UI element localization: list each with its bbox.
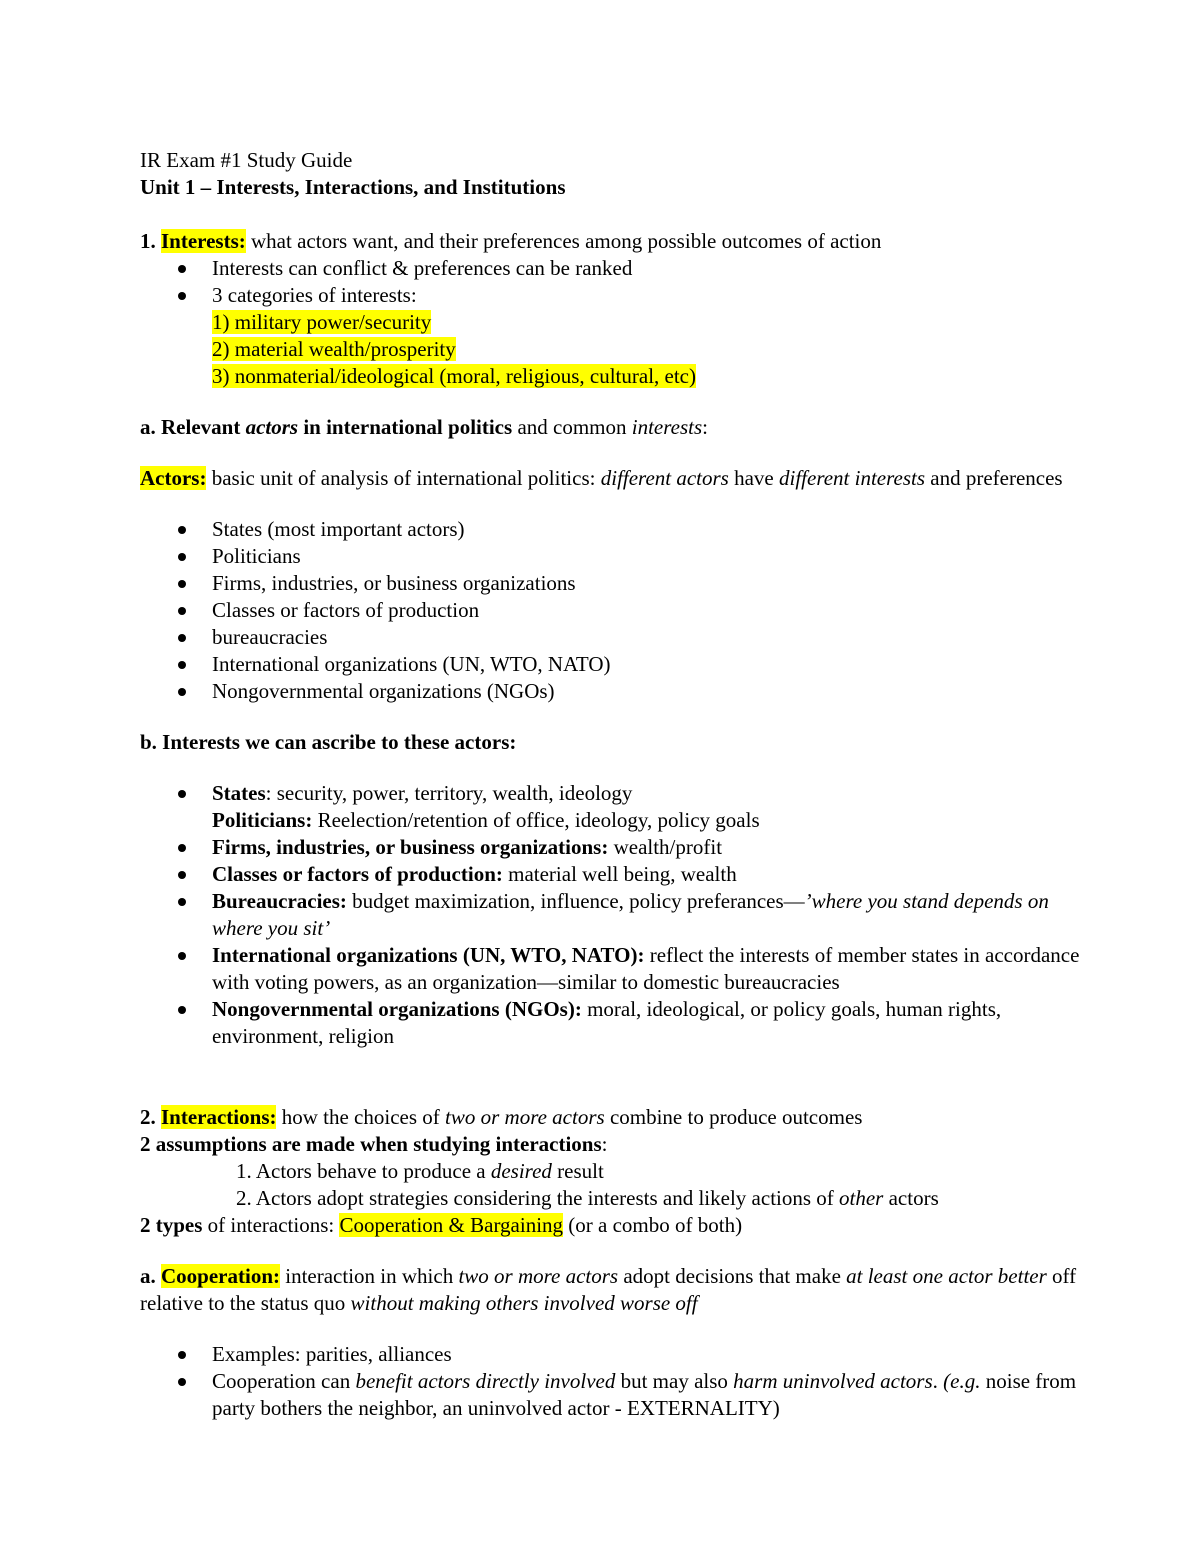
list-item: States (most important actors) <box>140 516 1080 543</box>
assumption-item: 1. Actors behave to produce a desired result <box>236 1159 604 1183</box>
spacer <box>140 756 1080 780</box>
list-item: Nongovernmental organizations (NGOs) <box>140 678 1080 705</box>
cooperation-term: Cooperation: <box>161 1264 280 1288</box>
spacer <box>140 1050 1080 1077</box>
list-item: Bureaucracies: budget maximization, influence, policy preferances—’where you stand depends on where you sit’ <box>140 888 1080 942</box>
interactions-term: Interactions: <box>161 1105 277 1129</box>
spacer <box>140 705 1080 729</box>
interests-term: Interests: <box>161 229 246 253</box>
list-item: Cooperation can benefit actors directly involved but may also harm uninvolved actors. (e.g. noise from party bothers the neighbor, an uninvolved actor - EXTERNALITY) <box>140 1368 1080 1422</box>
interaction-types: 2 types of interactions: Cooperation & Bargaining (or a combo of both) <box>140 1213 743 1237</box>
list-item: International organizations (UN, WTO, NATO) <box>140 651 1080 678</box>
list-item: Firms, industries, or business organizations <box>140 570 1080 597</box>
list-item: Classes or factors of production: material well being, wealth <box>140 861 1080 888</box>
section-a-heading: a. Relevant actors in international politics and common interests: <box>140 415 708 439</box>
assumptions-heading: 2 assumptions are made when studying interactions: <box>140 1132 608 1156</box>
list-item: International organizations (UN, WTO, NATO): reflect the interests of member states in accordance with voting powers, as an organization—similar to domestic bureaucracies <box>140 942 1080 996</box>
spacer <box>140 492 1080 516</box>
spacer <box>140 1317 1080 1341</box>
cooperation-definition: a. Cooperation: interaction in which two or more actors adopt decisions that make at least one actor better off relative to the status quo without making others involved worse off <box>140 1264 1077 1315</box>
list-item: Examples: parities, alliances <box>140 1341 1080 1368</box>
list-item: bureaucracies <box>140 624 1080 651</box>
spacer <box>140 1239 1080 1263</box>
list-item: Classes or factors of production <box>140 597 1080 624</box>
spacer <box>140 390 1080 414</box>
interactions-heading: 2. Interactions: how the choices of two or more actors combine to produce outcomes <box>140 1105 863 1129</box>
unit-heading: Unit 1 – Interests, Interactions, and Institutions <box>140 175 566 199</box>
list-item: Politicians <box>140 543 1080 570</box>
interest-category: 3) nonmaterial/ideological (moral, religious, cultural, etc) <box>212 364 696 388</box>
cooperation-list <box>140 1341 1080 1422</box>
spacer <box>140 201 1080 228</box>
list-item: States: security, power, territory, wealth, ideology Politicians: Reelection/retention of office, ideology, policy goals <box>140 780 1080 834</box>
ascribed-interests-list <box>140 780 1080 1050</box>
section-b-heading: b. Interests we can ascribe to these actors: <box>140 730 517 754</box>
actor-list <box>140 516 1080 705</box>
spacer <box>140 441 1080 465</box>
doc-title: IR Exam #1 Study Guide <box>140 148 353 172</box>
list-item: Interests can conflict & preferences can be ranked <box>140 255 1080 282</box>
interest-category: 1) military power/security <box>212 310 432 334</box>
interests-list <box>140 255 1080 390</box>
list-item: 3 categories of interests: 1) military power/security 2) material wealth/prosperity 3) nonmaterial/ideological (moral, religious, cultural, etc) <box>140 282 1080 390</box>
interests-heading: 1. Interests: what actors want, and their preferences among possible outcomes of action <box>140 229 882 253</box>
interest-category: 2) material wealth/prosperity <box>212 337 456 361</box>
assumption-item: 2. Actors adopt strategies considering the interests and likely actions of other actors <box>236 1186 939 1210</box>
document-body <box>140 147 1080 1422</box>
actors-term: Actors: <box>140 466 207 490</box>
list-item: Nongovernmental organizations (NGOs): moral, ideological, or policy goals, human rights, environment, religion <box>140 996 1080 1050</box>
actors-definition: Actors: basic unit of analysis of international politics: different actors have different interests and preferences <box>140 466 1063 490</box>
spacer <box>140 1077 1080 1104</box>
list-item: Firms, industries, or business organizations: wealth/profit <box>140 834 1080 861</box>
